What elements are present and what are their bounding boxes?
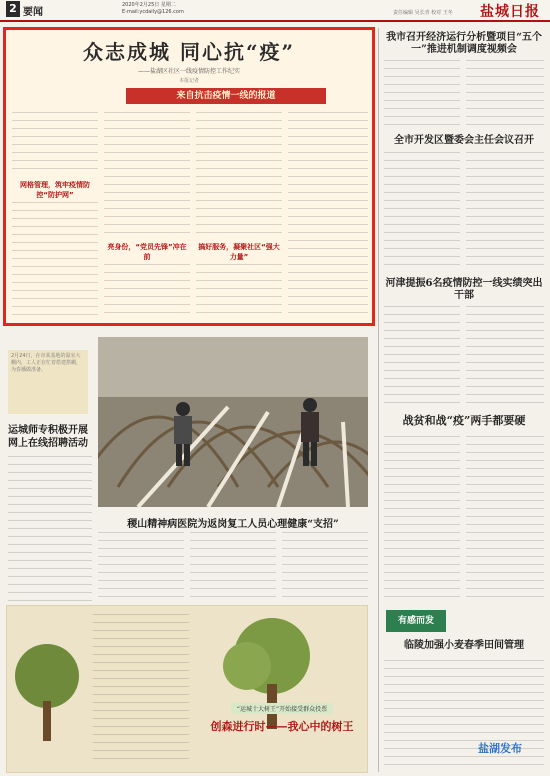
right-story-3-text-a — [384, 306, 460, 404]
tree-slogan — [197, 696, 367, 736]
right-story-1-title[interactable]: 我市召开经济运行分析暨项目“五个一”推进机制调度视频会 — [386, 32, 542, 55]
right-story-4-text-a — [384, 436, 460, 600]
feature-subtitle: ——盐湖区社区一线疫情防控工作纪实 — [137, 68, 240, 75]
section-name: 要闻 — [23, 7, 43, 18]
left-story-text — [8, 456, 92, 601]
feature-text-col1a — [12, 112, 98, 176]
column-logo: 有感而发 — [386, 610, 446, 632]
page-header — [0, 0, 550, 22]
right-story-3-text-b — [466, 306, 544, 404]
page-number: 2 — [6, 1, 20, 17]
feature-article[interactable] — [3, 27, 375, 326]
right-story-2-text-b — [466, 152, 544, 270]
greenhouse-illustration — [98, 337, 368, 507]
photo-caption-box — [8, 350, 88, 414]
right-story-2-title[interactable]: 全市开发区暨委会主任会议召开 — [394, 135, 534, 146]
date-text: 2020年2月25日 星期二 — [122, 2, 176, 8]
photo-caption: 2月24日，在市某基地的温室大棚内，工人正在忙着搭建拱棚，为春播做准备。 — [11, 353, 82, 373]
slogan-top: “运城十大树王”开始接受群众投票 — [231, 703, 333, 714]
feature-title: 众志成城 同心抗“疫” — [83, 40, 295, 64]
mid-story-title[interactable]: 稷山精神病医院为返岗复工人员心理健康“支招” — [127, 519, 339, 530]
feature-text-col3b — [196, 264, 282, 320]
feature-text-col4 — [288, 112, 368, 320]
mid-story-text-c — [282, 532, 368, 602]
right-story-1-text-a — [384, 60, 460, 128]
right-story-5-title[interactable]: 临陵加强小麦春季田间管理 — [404, 640, 524, 651]
feature-banner: 来自抗击疫情一线的报道 — [126, 88, 326, 104]
email-text: E-mail:ycdaily@126.com — [122, 9, 184, 15]
right-story-4-title[interactable]: 战贫和战“疫”两手都要硬 — [402, 414, 526, 427]
feature-text-col2a — [104, 112, 190, 237]
feature-text-col3a — [196, 112, 282, 237]
right-story-3-title[interactable]: 河津提振6名疫情防控一线实绩突出干部 — [385, 278, 543, 301]
feature-text-col1b — [12, 202, 98, 320]
left-story-title[interactable]: 运城师专积极开展网上在线招聘活动 — [8, 425, 88, 449]
issue-date — [122, 2, 184, 16]
feature-byline: 本报记者 — [178, 78, 199, 84]
mid-story-text-b — [190, 532, 276, 602]
feature-subhead-3: 搞好服务，凝聚社区“强大力量” — [198, 243, 280, 261]
editor-meta: 责任编辑 吴长青 校对 王冬 — [393, 10, 453, 16]
greenhouse-photo — [98, 337, 368, 507]
right-story-2-text-a — [384, 152, 460, 270]
tree-feature[interactable] — [6, 605, 368, 773]
right-story-1-text-b — [466, 60, 544, 128]
tree-feature-text — [93, 614, 189, 764]
slogan-main: 创森进行时——我心中的树王 — [210, 720, 354, 733]
feature-text-col2b — [104, 264, 190, 320]
right-story-4-text-b — [466, 436, 544, 600]
masthead: 盐城日报 — [480, 4, 540, 20]
column-divider — [378, 28, 379, 772]
watermark-label: 盐湖发布 — [478, 742, 522, 755]
feature-subhead-1: 网格管理，筑牢疫情防控“防护网” — [20, 181, 90, 199]
feature-subhead-2: 亮身份，“党员先锋”冲在前 — [107, 243, 187, 261]
mid-story-text-a — [98, 532, 184, 602]
